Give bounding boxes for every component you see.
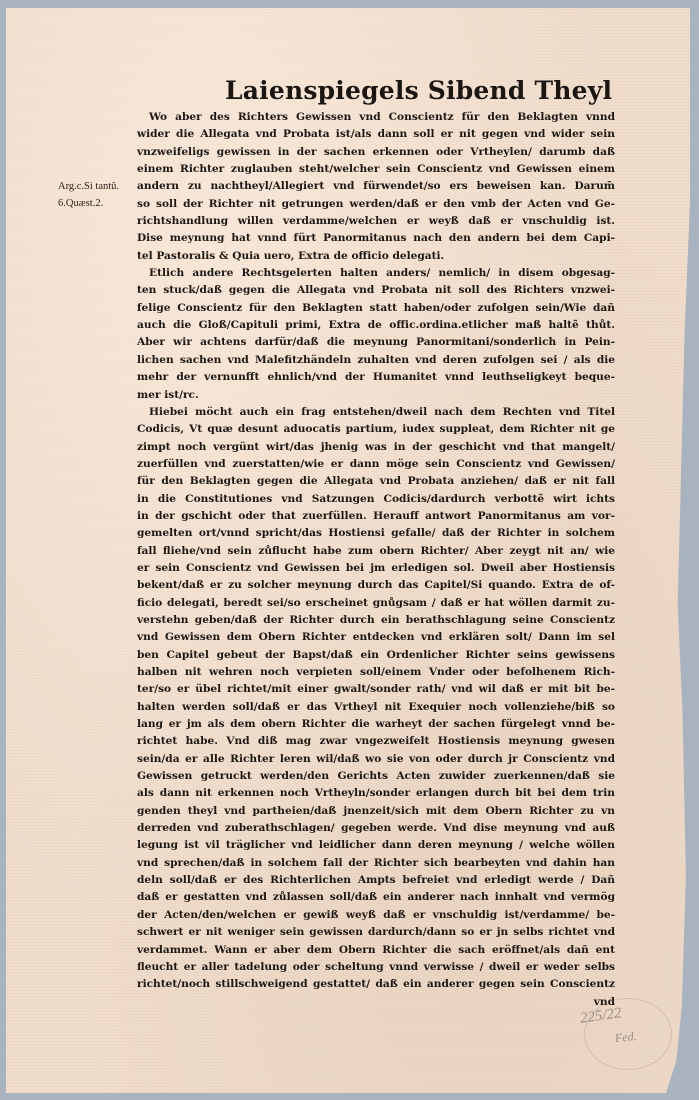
- text-line: legung ist vil träglicher vnd leidlicher dann deren meynung / welche wöllen: [137, 839, 615, 852]
- text-line: er sein Conscientz vnd Gewissen bei jm erledigen sol. Dweil aber Hostiensis: [137, 561, 615, 574]
- text-line: mer ist/rc.: [137, 388, 199, 401]
- text-line: Wo aber des Richters Gewissen vnd Conscientz für den Beklagten vnnd: [149, 111, 615, 123]
- text-line: als dann nit erkennen noch Vrtheyln/sonder erlangen durch bit bei dem trin: [137, 787, 615, 800]
- body-text: [137, 109, 615, 1011]
- text-line: sein/da er alle Richter leren wil/daß wo sie von oder durch jr Conscientz vnd: [137, 752, 615, 765]
- text-line: lang er jm als dem obern Richter die warheyt der sachen fürgelegt vnnd be-: [137, 718, 615, 731]
- text-line: für den Beklagten gegen die Allegata vnd Probata anziehen/ daß er nit fall: [137, 475, 615, 488]
- text-line: tel Pastoralis & Quia uero, Extra de officio delegati.: [137, 249, 445, 262]
- text-line: halten werden soll/daß er das Vrtheyl nit Exequier noch vollenziehe/biß so: [137, 700, 615, 713]
- text-line: zuerfüllen vnd zuerstatten/wie er dann möge sein Conscientz vnd Gewissen/: [137, 457, 615, 470]
- text-line: in der gschicht oder that zuerfüllen. Herauff antwort Panormitanus am vor-: [137, 509, 615, 522]
- text-line: schwert er nit weniger sein gewissen dardurch/dann so er jn selbs richtet vnd: [137, 926, 615, 939]
- pencil-annotation-number: 225/22: [579, 1005, 623, 1027]
- text-line: vnzweifeligs gewissen in der sachen erkennen oder Vrtheylen/ darumb daß: [137, 145, 615, 158]
- text-line: deln soll/daß er des Richterlichen Ampts befreiet vnd erledigt werde / Dañ: [137, 874, 615, 887]
- text-line: so soll der Richter nit getrungen werden/daß er den vmb der Acten vnd Ge-: [137, 197, 615, 210]
- text-line: fall fliehe/vnd sein zůflucht habe zum obern Richter/ Aber zeygt nit an/ wie: [137, 544, 615, 557]
- text-line: daß er gestatten vnd zůlassen soll/daß ein anderer nach innhalt vnd vermög: [137, 891, 615, 904]
- text-line: andern zu nachtheyl/Allegiert vnd fürwendet/so ers beweisen kan. Darum̃: [137, 180, 615, 193]
- text-line: vnd: [593, 995, 615, 1008]
- text-line: der Acten/den/welchen er gewiß weyß daß er vnschuldig ist/verdamme/ be-: [137, 908, 615, 921]
- text-line: richtet habe. Vnd diß mag zwar vngezweifelt Hostiensis meynung gwesen: [137, 735, 615, 748]
- text-line: vnd Gewissen dem Obern Richter entdecken vnd erklären solt/ Dann im sel: [137, 631, 615, 644]
- text-line: auch die Gloß/Capituli primi, Extra de offic.ordina.etlicher maß haltẽ thůt.: [137, 319, 615, 332]
- text-line: mehr der vernunfft ehnlich/vnd der Humanitet vnnd leuthseligkeyt beque-: [137, 371, 615, 384]
- text-line: genden theyl vnd partheien/daß jnenzeit/sich mit dem Obern Richter zu vn: [137, 804, 615, 817]
- text-line: einem Richter zuglauben steht/welcher sein Conscientz vnd Gewissen einem: [137, 163, 615, 176]
- text-line: Aber wir achtens darfür/daß die meynung Panormitani/sonderlich in Pein-: [137, 336, 615, 349]
- text-line: ben Capitel gebeut der Bapst/daß ein Ordenlicher Richter seins gewissens: [137, 648, 615, 661]
- page-title: Laienspiegels Sibend Theyl: [225, 76, 613, 105]
- text-line: halben nit wehren noch verpieten soll/einem Vnder oder befolhenem Rich-: [137, 666, 615, 678]
- text-line: bekent/daß er zu solcher meynung durch das Capitel/Si quando. Extra de of-: [137, 579, 615, 592]
- text-line: Dise meynung hat vnnd fürt Panormitanus nach den andern bei dem Capi-: [137, 232, 615, 245]
- text-line: felige Conscientz für den Beklagten statt haben/oder zufolgen sein/Wie dañ: [137, 301, 615, 314]
- text-line: verdammet. Wann er aber dem Obern Richter die sach eröffnet/als dañ ent: [137, 943, 615, 956]
- text-line: zimpt noch vergünt wirt/das jhenig was in der geschicht vnd that mangelt/: [137, 440, 615, 453]
- text-line: derreden vnd zuberathschlagen/ gegeben werde. Vnd dise meynung vnd auß: [137, 822, 615, 835]
- text-line: Gewissen getruckt werden/den Gerichts Acten zuwider zuerkennen/daß sie: [137, 770, 615, 783]
- text-line: wider die Allegata vnd Probata ist/als dann soll er nit gegen vnd wider sein: [137, 128, 615, 141]
- margin-note: [58, 178, 119, 212]
- text-line: Hiebei möcht auch ein frag entstehen/dweil nach dem Rechten vnd Titel: [149, 405, 615, 418]
- text-line: in die Constitutiones vnd Satzungen Codicis/dardurch verbottẽ wirt ichts: [137, 492, 615, 505]
- text-line: ten stuck/daß gegen die Allegata vnd Probata nit soll des Richters vnzwei-: [137, 284, 615, 297]
- text-line: richtet/noch stillschweigend gestattet/ daß ein anderer gegen sein Conscientz: [137, 978, 615, 991]
- text-line: Etlich andere Rechtsgelerten halten anders/ nemlich/ in disem obgesag-: [149, 267, 615, 280]
- text-line: verstehn geben/daß der Richter durch ein berathschlagung seine Conscientz: [137, 613, 615, 626]
- text-line: ficio delegati, beredt sei/so erscheinet gnůgsam / daß er hat wöllen darmit zu-: [137, 596, 615, 609]
- text-line: gemelten ort/vnnd spricht/das Hostiensi gefalle/ daß der Richter in solchem: [137, 527, 615, 540]
- text-line: Codicis, Vt quæ desunt aduocatis partium, iudex suppleat, dem Richter nit ge: [137, 423, 615, 436]
- text-line: lichen sachen vnd Malefitzhändeln zuhalten vnd deren zufolgen sei / als die: [137, 353, 615, 366]
- text-line: vnd sprechen/daß in solchem fall der Richter sich bearbeyten vnd dahin han: [137, 856, 615, 869]
- text-line: ter/so er übel richtet/mit einer gwalt/sonder rath/ vnd wil daß er mit bit be-: [137, 683, 615, 696]
- margin-note-line-1: Arg.c.Si tantû.: [58, 181, 120, 192]
- text-line: fleucht er aller tadelung oder scheltung vnnd verwisse / dweil er weder selbs: [137, 960, 615, 973]
- margin-note-line-2: 6.Quæst.2.: [58, 198, 104, 209]
- text-line: richtshandlung willen verdamme/welchen er weyß daß er vnschuldig ist.: [137, 215, 615, 228]
- pencil-annotation-initials: Fed.: [614, 1028, 638, 1046]
